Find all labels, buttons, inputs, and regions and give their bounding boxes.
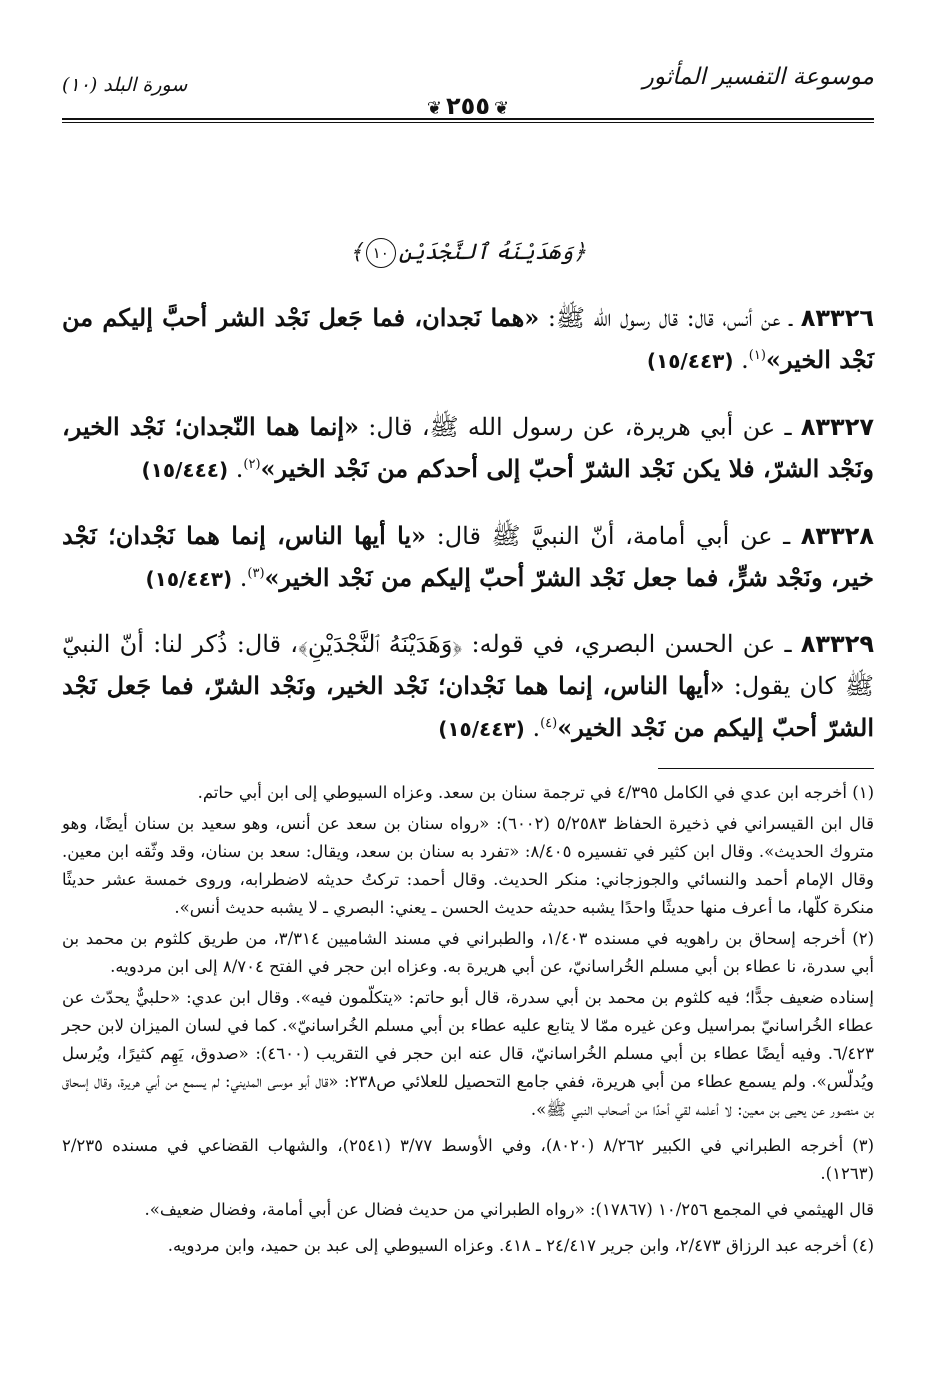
verse-heading — [62, 233, 874, 273]
footnote-separator — [658, 768, 874, 769]
header-rule-thin — [62, 122, 874, 123]
volume-reference: (١٥/٤٤٣) — [145, 567, 233, 591]
page-header — [62, 58, 874, 118]
hadith-number: ٨٣٣٢٩ — [800, 630, 874, 658]
page-number-block — [423, 92, 513, 120]
header-rule — [62, 118, 874, 120]
footnote: (٣) أخرجه الطبراني في الكبير ٨/٢٦٢ (٨٠٢٠)، وفي الأوسط ٣/٧٧ (٢٥٤١)، والشهاب القضاعي في مسنده ٢/٢٣٥ (١٢٦٣). — [62, 1136, 875, 1183]
ayah-number: ١٠ — [366, 238, 396, 268]
footnotes — [62, 779, 874, 1260]
footnote-marker[interactable]: (٤) — [540, 716, 558, 731]
hadith-entry: ٨٣٣٢٩ ـ عن الحسن البصري، في قوله: ﴿وَهَدَيْنَهُ ٱلنَّجْدَيْنِ﴾، قال: ذُكر لنا: أنّ النبيّ ﷺ كان يقول: «أيها الناس، إنما هما نَجْدان؛ نَجْد الخير، ونَجْد الشرّ، فما جَعل نَجْد الشرّ أحبّ إليكم من نَجْد الخير»$^{(٤)}$. (١٥/٤٤٣) — [62, 630, 875, 742]
hadith-entries — [62, 297, 874, 750]
hadith-text: «إنما هما النّجدان؛ نَجْد الخير، ونَجْد الشرّ، فلا يكن نَجْد الشرّ أحبّ إلى أحدكم من نَجْد الخير» — [62, 412, 874, 483]
volume-reference: (١٥/٤٤٤) — [141, 458, 229, 482]
footnote-marker[interactable]: (١) — [748, 348, 766, 363]
hadith-lead: ـ عن أبي أمامة، أنّ النبيَّ ﷺ قال: — [426, 522, 801, 550]
footnote: (٢) أخرجه إسحاق بن راهويه في مسنده ١/٤٠٣، والطبراني في مسند الشاميين ٣/٣١٤، من طريق كلثوم بن محمد بن أبي سدرة، نا عطاء بن أبي مسلم الخُراسانيّ، عن أبي هريرة به. وعزاه ابن حجر في الفتح ٨/٧٠٤ إلى ابن مردويه. — [62, 929, 875, 976]
page-number: ٢٥٥ — [446, 92, 490, 120]
hadith-entry: ٨٣٣٢٨ ـ عن أبي أمامة، أنّ النبيَّ ﷺ قال: «يا أيها الناس، إنما هما نَجْدان؛ نَجْد خير، ونَجْد شرٍّ، فما جعل نَجْد الشرّ أحبّ إليكم من نَجْد الخير»$^{(٣)}$. (١٥/٤٤٣) — [62, 521, 875, 592]
ornament-icon: ❦ — [493, 98, 510, 119]
verse-text: وَهَدَيْنَهُ ٱلنَّجْدَيْنِ — [398, 240, 574, 265]
footnote: قال الهيثمي في المجمع ١٠/٢٥٦ (١٧٨٦٧): «رواه الطبراني من حديث فضال عن أبي أمامة، وفضال ضعيف». — [144, 1200, 874, 1219]
surah-reference: سورة البلد (١٠) — [62, 74, 188, 96]
footnote-marker[interactable]: (٣) — [247, 566, 265, 581]
volume-reference: (١٥/٤٤٣) — [438, 717, 525, 741]
verse-open-bracket: ﴿ — [573, 240, 587, 265]
footnote: (٤) أخرجه عبد الرزاق ٢/٤٧٣، وابن جرير ٢٤/٤١٧ ـ ٤١٨. وعزاه السيوطي إلى عبد بن حميد، وابن مردويه. — [167, 1236, 874, 1255]
book-page — [62, 58, 874, 1263]
hadith-entry: ٨٣٣٢٧ ـ عن أبي هريرة، عن رسول الله ﷺ، قال: «إنما هما النّجدان؛ نَجْد الخير، ونَجْد الشرّ، فلا يكن نَجْد الشرّ أحبّ إلى أحدكم من نَجْد الخير»$^{(٢)}$. (١٥/٤٤٤) — [62, 412, 874, 483]
hadith-text: «أيها الناس، إنما هما نَجْدان؛ نَجْد الخير، ونَجْد الشرّ، فما جَعل نَجْد الشرّ أحبّ إليكم من نَجْد الخير» — [62, 671, 874, 742]
hadith-lead: ـ عن الحسن البصري، في قوله: ﴿وَهَدَيْنَهُ ٱلنَّجْدَيْنِ﴾، قال: ذُكر لنا: أنّ النبيّ ﷺ كان يقول: — [62, 630, 875, 700]
hadith-number: ٨٣٣٢٧ — [800, 413, 874, 441]
hadith-number: ٨٣٣٢٦ — [800, 304, 874, 332]
verse-close-bracket: ﴾ — [349, 240, 363, 265]
footnote: قال ابن القيسراني في ذخيرة الحفاظ ٥/٢٥٨٣ (٦٠٠٢): «رواه سنان بن سعد عن أنس، وهو سعيد بن سنان أيضًا، وهو متروك الحديث». وقال ابن كثير في تفسيره ٨/٤٠٥: «تفرد به سنان بن سعد، ويقال: سعد بن سنان، وقد وثّقه ابن معين. وقال الإمام أحمد والنسائي والجوزجاني: منكر الحديث. وقال أحمد: تركتُ حديثه لاضطرابه، وروى خمسة عشر حديثًا منكرة كلّها، ما أعرف منها حديثًا واحدًا يشبه حديثه حديث الحسن ـ يعني: البصري ـ لا يشبه حديث أنس». — [62, 814, 875, 917]
ornament-icon: ❦ — [426, 98, 443, 119]
hadith-lead: ـ عن أنس، قال: قال رسول الله ﷺ: — [539, 304, 801, 332]
hadith-number: ٨٣٣٢٨ — [800, 522, 875, 550]
hadith-entry: ٨٣٣٢٦ ـ عن أنس، قال: قال رسول الله ﷺ: «هما نَجدان، فما جَعل نَجْد الشر أحبَّ إليكم من نَجْد الخير»$^{(١)}$. (١٥/٤٤٣) — [62, 303, 874, 374]
hadith-text: «هما نَجدان، فما جَعل نَجْد الشر أحبَّ إليكم من نَجْد الخير» — [62, 303, 874, 374]
running-title: موسوعة التفسير المأثور — [642, 64, 874, 90]
footnote-marker[interactable]: (٢) — [243, 457, 261, 472]
hadith-text: «يا أيها الناس، إنما هما نَجْدان؛ نَجْد خير، ونَجْد شرٍّ، فما جعل نَجْد الشرّ أحبّ إليكم من نَجْد الخير» — [62, 521, 874, 592]
footnote: إسناده ضعيف جدًّا؛ فيه كلثوم بن محمد بن أبي سدرة، قال أبو حاتم: «يتكلّمون فيه». وقال ابن عدي: «حلبيٌّ يحدّث عن عطاء الخُراسانيّ بمراسيل وعن غيره ممّا لا يتابع عليه عطاء بن أبي مسلم الخُراسانيّ». كما في لسان الميزان لابن حجر ٦/٤٢٣. وفيه أيضًا عطاء بن أبي مسلم الخُراسانيّ، قال عنه ابن حجر في التقريب (٤٦٠٠): «صدوق، يَهِم كثيرًا، ويُرسل ويُدلّس». ولم يسمع عطاء من أبي هريرة، ففي جامع التحصيل للعلائي ص٢٣٨: «قال أبو موسى المديني: لم يسمع من أبي هريرة، وقال إسحاق بن منصور عن يحيى بن معين: لا أعلمه لقي أحدًا من أصحاب النبي ﷺ». — [62, 988, 875, 1119]
volume-reference: (١٥/٤٤٣) — [646, 349, 734, 373]
footnote: (١) أخرجه ابن عدي في الكامل ٤/٣٩٥ في ترجمة سنان بن سعد. وعزاه السيوطي إلى ابن أبي حاتم. — [197, 783, 874, 802]
hadith-lead: ـ عن أبي هريرة، عن رسول الله ﷺ، قال: — [359, 413, 801, 441]
